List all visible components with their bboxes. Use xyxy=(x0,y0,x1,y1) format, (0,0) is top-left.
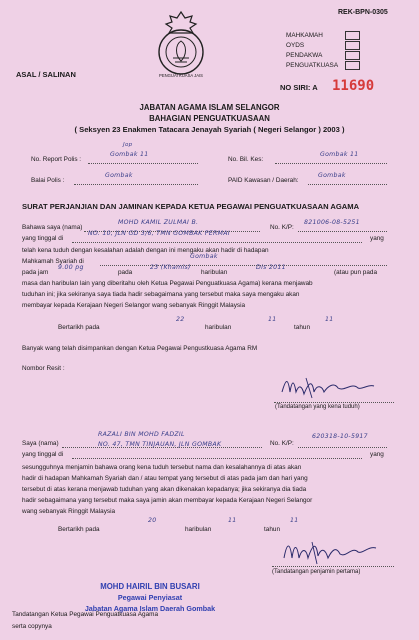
guarantor-signature-line xyxy=(272,566,394,567)
signed-month-label: haribulan xyxy=(205,324,232,331)
hearing-month-value[interactable]: Dis 2011 xyxy=(256,264,286,271)
accused-name-label: Bahawa saya (nama) xyxy=(22,224,83,231)
serial-label: NO SIRI: A xyxy=(280,83,318,92)
day-label: haribulan xyxy=(201,269,228,276)
accused-signature xyxy=(278,372,378,402)
receipt-label: Nombor Resit : xyxy=(22,365,65,372)
signed-month-value[interactable]: 11 xyxy=(268,316,277,323)
header-department: JABATAN AGAMA ISLAM SELANGOR xyxy=(139,103,280,112)
police-station-line xyxy=(74,184,198,185)
guarantor-address-value[interactable]: NO. 47, TMN TINJAUAN, JLN GOMBAK xyxy=(98,441,222,448)
accused-signature-line xyxy=(274,402,394,403)
signed-year-value[interactable]: 11 xyxy=(325,316,334,323)
case-no-label: No. Bil. Kes: xyxy=(228,156,264,163)
guarantor-ic-value[interactable]: 620318-10-5917 xyxy=(312,433,368,440)
case-no-line xyxy=(275,163,387,164)
time-label: pada jam xyxy=(22,269,49,276)
serial-number: 11690 xyxy=(332,78,375,94)
guarantor-ic-line xyxy=(298,447,387,448)
crest-caption: PENGUATKUASA JAIS xyxy=(159,73,203,78)
checklist-label-oyds: OYDS xyxy=(286,42,305,49)
accused-name-value[interactable]: MOHD KAMIL ZULMAI B. xyxy=(118,219,199,226)
guarantor-signed-month-label: haribulan xyxy=(185,526,212,533)
report-police-value[interactable]: Gombak 11 xyxy=(110,151,149,158)
signed-day-value[interactable]: 22 xyxy=(176,316,185,323)
section2-body-4: hadir sebagaimana yang tersebut maka saya jamin akan membayar kepada Kerajaan Negeri Selangor xyxy=(22,497,313,504)
accused-ic-line xyxy=(298,231,387,232)
section2-body-5: wang sebanyak Ringgit Malaysia xyxy=(22,508,116,515)
accused-address-value[interactable]: NO. 10, JLN GD 3/6, TMN GOMBAK PERMAI xyxy=(88,230,230,237)
officer-stamp-department: Jabatan Agama Islam Daerah Gombak xyxy=(84,604,216,613)
report-police-label: No. Report Polis : xyxy=(31,156,82,163)
paid-line xyxy=(308,184,387,185)
deposit-label: Banyak wang telah disimpankan dengan Ketua Pegawai Pengustkuasa Agama RM xyxy=(22,345,258,352)
checklist-label-penguatkuasa: PENGUATKUASA xyxy=(286,62,339,69)
accused-ic-label: No. K/P: xyxy=(270,224,294,231)
or-label: (atau pun pada xyxy=(334,269,377,276)
accused-signature-caption: (Tandatangan yang kena tuduh) xyxy=(275,404,360,410)
police-station-value[interactable]: Gombak xyxy=(105,172,133,179)
section2-body-3: tersebut di atas kerana menjawab tuduhan yang akan dikenakan kepadanya; jika sekiranya dia tiada xyxy=(22,486,307,493)
officer-stamp-title: Pegawai Penyiasat xyxy=(117,593,183,602)
guarantor-signed-year-value[interactable]: 11 xyxy=(290,517,299,524)
checklist-label-mahkamah: MAHKAMAH xyxy=(286,32,323,39)
police-station-label: Balai Polis : xyxy=(31,177,65,184)
form-code: REK-BPN-0305 xyxy=(338,9,388,16)
court-value[interactable]: Gombak xyxy=(190,253,218,260)
guarantor-signed-month-value[interactable]: 11 xyxy=(228,517,237,524)
header-division: BAHAGIAN PENGUATKUASAAN xyxy=(149,114,270,123)
guarantor-signed-year-label: tahun xyxy=(264,526,280,533)
court-line xyxy=(100,265,387,266)
header-section: ( Seksyen 23 Enakmen Tatacara Jenayah Syariah ( Negeri Selangor ) 2003 ) xyxy=(74,125,345,134)
accused-address-label: yang tinggal di xyxy=(22,235,64,242)
section1-body-3: masa dan haribulan lain yang diberitahu oleh Ketua Pegawai Penguatkuasa Agama) kerana menjawab xyxy=(22,280,313,287)
guarantor-name-label: Saya (nama) xyxy=(22,440,59,447)
distribution-checklist xyxy=(286,31,381,73)
paid-value[interactable]: Gombak xyxy=(318,172,346,179)
form-title: SURAT PERJANJIAN DAN JAMINAN KEPADA KETUA PEGAWAI PENGUATKUASAAN AGAMA xyxy=(22,202,360,211)
signed-date-label: Bertarikh pada xyxy=(58,324,100,331)
accused-address-line xyxy=(72,242,362,243)
accused-ic-value[interactable]: 821006-08-5251 xyxy=(304,219,360,226)
copy-label: ASAL / SALINAN xyxy=(16,70,76,79)
case-no-value[interactable]: Gombak 11 xyxy=(320,151,359,158)
section2-body-1: sesungguhnya menjamin bahawa orang kena tuduh tersebut nama dan kesalahannya di atas akan xyxy=(22,464,302,471)
footer-signature-label: Tandatangan Ketua Pegawai Penguatkuasa Agama xyxy=(12,611,159,618)
report-police-line xyxy=(88,163,198,164)
checkbox-oyds[interactable] xyxy=(345,41,360,50)
guarantor-address-line xyxy=(72,458,362,459)
signed-year-label: tahun xyxy=(294,324,310,331)
guarantor-address-label: yang tinggal di xyxy=(22,451,64,458)
officer-stamp-name: MOHD HAIRIL BIN BUSARI xyxy=(100,582,200,591)
checkbox-penguatkuasa[interactable] xyxy=(345,61,360,70)
section1-body-5: membayar kepada Kerajaan Negeri Selangor wang sebanyak Ringgit Malaysia xyxy=(22,302,246,309)
guarantor-address-suffix: yang xyxy=(370,451,384,458)
on-label: pada xyxy=(118,269,133,276)
guarantor-signature xyxy=(280,534,385,568)
guarantor-signature-caption: (Tandatangan penjamin pertama) xyxy=(272,569,361,575)
checkbox-pendakwa[interactable] xyxy=(345,51,360,60)
section1-body-1: telah kena tuduh dengan kesalahan adalah dengan ini mengaku akan hadir di hadapan xyxy=(22,247,269,254)
hearing-date-value[interactable]: 23 (Khamis) xyxy=(150,264,191,271)
checklist-label-pendakwa: PENDAKWA xyxy=(286,52,323,59)
section1-body-2: Mahkamah Syariah di xyxy=(22,258,84,265)
footer-copy-label: serta copynya xyxy=(12,623,52,630)
accused-address-suffix: yang xyxy=(370,235,384,242)
paid-label: PAID Kawasan / Daerah: xyxy=(228,177,299,184)
guarantor-ic-label: No. K/P: xyxy=(270,440,294,447)
section1-body-4: tuduhan ini; jika sekiranya saya tiada hadir sebagaimana yang tersebut maka saya mengaku akan xyxy=(22,291,300,298)
section2-body-2: hadir di hadapan Mahkamah Syariah dan / atau tempat yang tersebut di atas pada jam dan hari yang xyxy=(22,475,308,482)
time-value[interactable]: 9.00 pg xyxy=(58,264,84,271)
guarantor-name-value[interactable]: RAZALI BIN MOHD FADZIL xyxy=(98,431,185,438)
checkbox-mahkamah[interactable] xyxy=(345,31,360,40)
guarantor-signed-date-label: Bertarikh pada xyxy=(58,526,100,533)
jais-crest-icon xyxy=(150,8,212,82)
handwritten-annotation: Jop xyxy=(123,142,133,148)
guarantor-signed-day-value[interactable]: 20 xyxy=(148,517,157,524)
